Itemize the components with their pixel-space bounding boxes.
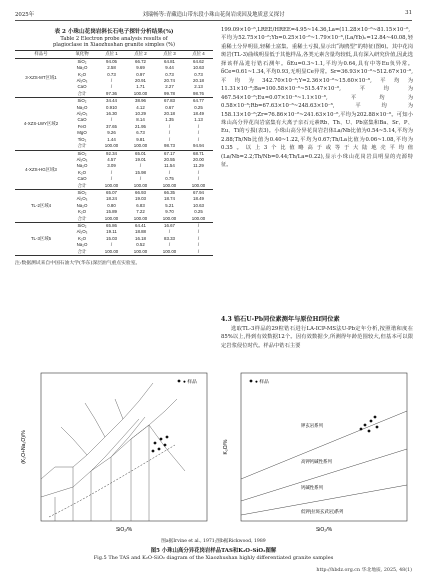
header-year: 2025年 [15, 12, 35, 18]
table2-cell: Na₂O [76, 202, 88, 208]
table2-cell: 98.73 [164, 143, 175, 149]
table2-cell: 100.00 [133, 215, 148, 221]
table2-cell: / [110, 84, 113, 90]
table2-cell: 0.73 [107, 71, 116, 77]
table2-cell: SiO₂ [77, 58, 87, 64]
table2-cell: 10.63 [193, 65, 204, 71]
figure5-caption-en: Fig.5 The TAS and K₂O-SiO₂ diagram of the Xiaozhushan highly differentiated granite samples [93, 555, 334, 561]
table2-cell: 100.00 [133, 90, 148, 96]
tas-legend-marker [178, 380, 181, 383]
k2o-field-label-4: 低钾(拉斑玄武岩)系列 [301, 509, 344, 514]
paragraph-geochem: 199.09×10⁻⁶,LREE/HREE=4.95~14.36,La=(11.28×10⁻⁶~81.15×10⁻⁶,平均为52.75×10⁻⁶;Yb=0.25×10⁻⁶~1.79×10⁻⁶,(La/Yb)ₙ=12.84~40.08,轻重稀土分异明显,轻稀土富集、重稀土亏损,显示出“海鸥型”的特征(图6)。其中花岗斑岩(TL-3)曲线明显低于其他样品,各类元素含量均较低,具有深入研究价值,因此选择该样品进行锆石测年。δEu=0.3~1.1,平均为0.64,具有中等Eu负异常。δCe=0.61~1.34,平均0.93,无明显Ce异常。Sr=36.93×10⁻⁶~512.67×10⁻⁶,平均为342.70×10⁻⁶;Y=2.36×10⁻⁶~15.60×10⁻⁶,平均为11.31×10⁻⁶;Ba=100.58×10⁻⁶~515.47×10⁻⁶,平均为467.54×10⁻⁶;Eu=0.07×10⁻⁶~1.1×10⁻⁶,平均为0.58×10⁻⁶;Rb=67.63×10⁻⁶~248.63×10⁻⁶,平均为158.13×10⁻⁶;Zr=76.86×10⁻⁶~241.63×10⁻⁶,平均为202.88×10⁻⁶。可知小珠山高分异花岗岩富集有大离子亲石元素Rb、Th、U、Pb富集和Ba、Sr、P、Eu、Ti的亏损(表3)。小珠山高分异花岗岩岩体La/Nb比值为0.54~5.14,平均为2.88;Th/Nb比值为0.40~1.22,平均为0.67;Th/La比值为0.06~1.08,平均为0.35。以上3个比值略高于或等于大陆地壳平均值(La/Nb=2.2;Th/Nb=0.44;Th/La=0.22),显示小珠山花岗岩具明显的壳源特征。 [221, 27, 413, 169]
table2-cell: 合计 [77, 143, 87, 149]
table2-cell: 7.22 [136, 209, 145, 215]
table2-cell: 94.94 [193, 143, 204, 149]
table2-cell: 合计 [77, 90, 87, 96]
header-page-number: 31 [405, 10, 412, 16]
table2-cell: 100.00 [162, 182, 177, 188]
table2-cell: / [168, 242, 171, 248]
table2-cell: 9.81 [136, 136, 145, 142]
section-4-3-title: 4.3 锆石U-Pb同位素测年与原位Hf同位素 [221, 316, 340, 323]
table2-cell: 1.71 [136, 84, 145, 90]
table2-cell: 9.44 [165, 65, 174, 71]
table2-cell: 9.70 [165, 209, 174, 215]
table2-cell: 83.33 [164, 235, 175, 241]
table2-cell: 38.96 [135, 98, 146, 104]
table2-cell: 100.00 [191, 215, 206, 221]
table2-header-row [15, 51, 213, 58]
table2-cell: 0.25 [194, 104, 203, 110]
table2-cell: 94.05 [106, 58, 117, 64]
table2-cell: / [168, 136, 171, 142]
table2-cell: 100.00 [104, 215, 119, 221]
table-row [15, 150, 213, 157]
table2-cell: 0.80 [107, 202, 116, 208]
table2-cell: 66.35 [164, 189, 175, 195]
table2-cell: 100.00 [104, 182, 119, 188]
table2-cell: Al₂O₃ [76, 111, 88, 117]
table2-cell: 67.17 [164, 150, 175, 156]
table2-cell: 1.35 [165, 117, 174, 123]
table2-cell: Na₂O [76, 242, 88, 248]
table2-cell: CaO [77, 176, 87, 182]
table2-cell: 15.03 [106, 235, 117, 241]
table2-cell: / [197, 222, 200, 228]
table2-cell: MgO [77, 130, 87, 136]
table2-sample-cell: TL-3区域5 [30, 235, 52, 241]
table2-cell: / [110, 242, 113, 248]
k2o-field-label-2: 高钾钙碱性系列 [301, 459, 332, 464]
k2o-frame [241, 373, 407, 521]
table2-cell: Al₂O₃ [76, 196, 88, 202]
table2-cell: SiO₂ [77, 98, 87, 104]
table2-cell: / [168, 169, 171, 175]
tas-plot [21, 373, 207, 533]
table2-cell: 15.89 [106, 209, 117, 215]
table2-cell: 0.67 [165, 104, 174, 110]
table2-cell: / [168, 130, 171, 136]
table2-cell: 20.55 [164, 156, 175, 162]
table2-cell: K₂O [77, 169, 87, 175]
tas-xlabel: SiO₂/% [115, 527, 133, 533]
table2-cell: 20.74 [164, 78, 175, 84]
table2-cell: 21.95 [135, 123, 146, 129]
table2-cell: 20.18 [193, 78, 204, 84]
table2-cell: 4.12 [136, 104, 145, 110]
table2-cell: 0.25 [194, 209, 203, 215]
table2-cell: 2.13 [194, 84, 203, 90]
table2-cell: 1.44 [107, 136, 116, 142]
table2-cell: 9.26 [107, 130, 116, 136]
table2-cell: / [197, 169, 200, 175]
table2-body [15, 58, 213, 255]
table2-cell: 16.30 [106, 111, 117, 117]
table-row [15, 189, 213, 196]
table2-cell: / [110, 176, 113, 182]
table2-cell: SiO₂ [77, 222, 87, 228]
tas-frame [41, 373, 207, 521]
k2o-field-label-1: 钾玄岩系列 [301, 423, 323, 428]
table2-cell: / [197, 248, 200, 254]
k2o-legend-marker [250, 380, 253, 383]
table2-cell: 34.44 [106, 98, 117, 104]
table2-cell: 99.78 [164, 90, 175, 96]
table2-cell: Al₂O₃ [76, 156, 88, 162]
tas-field-boundaries [41, 383, 185, 521]
table2-sample-cell: 3-XZS-MT区域1 [25, 74, 57, 80]
table2-cell: / [197, 235, 200, 241]
table2-cell: 37.65 [106, 123, 117, 129]
table2-cell: / [110, 78, 113, 84]
tas-ylabel: (K₂O+Na₂O)/% [21, 430, 27, 464]
table2-cell: 65.01 [135, 150, 146, 156]
table2-cell: Na₂O [76, 65, 88, 71]
table2-header-cell: 氧化物 [75, 51, 89, 57]
table2-cell: 66.72 [135, 58, 146, 64]
table-row [15, 58, 213, 65]
table2-cell: 64.41 [135, 222, 146, 228]
table2-cell: 3.09 [107, 163, 116, 169]
table2-cell: 15.98 [135, 169, 146, 175]
table2-cell: / [197, 136, 200, 142]
table2-cell: 18.88 [135, 229, 146, 235]
table2-cell: 65.07 [106, 189, 117, 195]
table-row [15, 222, 213, 229]
table2-cell: 19.03 [135, 196, 146, 202]
figure5-caption-cn: 图5 小珠山高分异花岗岩样品TAS和K₂O-SiO₂图解 [150, 548, 277, 554]
table2-cell: 16.18 [135, 235, 146, 241]
figure5-diagrams [15, 367, 413, 535]
table2-cell: 67.94 [193, 189, 204, 195]
table2-cell: 64.77 [193, 98, 204, 104]
table2-caption-en-1: Table 2 Electron probe analysis results of [60, 36, 168, 42]
paragraph-zircon: 选取TL-3样品的29粒锆石进行LA-ICP-MS法U-Pb定年分析,按照谐和度在85%以上,得到有效数据12个。因有效数据少,所测得年龄范围较大,但基本可以限定岩浆侵位时代。样品中锆石主要 [221, 326, 413, 349]
table2-cell: 10.29 [135, 111, 146, 117]
table2-cell: 100.00 [162, 248, 177, 254]
table2-cell: 0.73 [194, 71, 203, 77]
table2-cell: 18.74 [164, 196, 175, 202]
table2-cell: 16.67 [164, 222, 175, 228]
table2-cell: K₂O [77, 209, 87, 215]
table2-cell: 20.91 [135, 78, 146, 84]
table2-cell: TiO₂ [77, 136, 87, 142]
table2-cell: 0.75 [165, 176, 174, 182]
table2-cell: 64.81 [164, 58, 175, 64]
table2-cell: 100.00 [133, 143, 148, 149]
table2-cell: Na₂O [76, 163, 88, 169]
table2-header-cell: 点位 1 [105, 51, 118, 57]
table2-sample-cell: 4-XZS-LWY区域2 [23, 120, 59, 126]
table2-cell: 2.58 [107, 65, 116, 71]
table2-cell: 5.21 [165, 202, 174, 208]
table2-cell: / [110, 169, 113, 175]
table2-cell: 20.18 [164, 111, 175, 117]
table2-cell: / [197, 130, 200, 136]
table2-cell: 2.27 [165, 84, 174, 90]
footer-url: http://hbdz.org.cn 华北地质, 2025, 48(1) [316, 568, 412, 573]
table2-cell: 19.01 [135, 156, 146, 162]
table2-cell: K₂O [77, 235, 87, 241]
tas-sample-points [152, 436, 169, 453]
table2-cell: 100.00 [162, 215, 177, 221]
table2-cell: 合计 [77, 182, 87, 188]
table2-cell: CaO [77, 117, 87, 123]
table2-cell: CaO [77, 84, 87, 90]
table2-cell: Al₂O₃ [76, 229, 88, 235]
table2-cell: 64.62 [193, 58, 204, 64]
table2-cell: 合计 [77, 215, 87, 221]
table2-cell: Na₂O [76, 104, 88, 110]
table2-cell: 8.14 [136, 117, 145, 123]
table2-cell: 100.00 [133, 248, 148, 254]
table2-header-cell: 点位 3 [163, 51, 176, 57]
table2-cell: 0.97 [136, 71, 145, 77]
table2-cell: 68.71 [193, 150, 204, 156]
table2-cell: 92.34 [106, 150, 117, 156]
table2-cell: 66.93 [135, 189, 146, 195]
table2-header-cell: 样品号 [34, 51, 48, 57]
table2-cell: 97.36 [106, 90, 117, 96]
table2-cell: / [168, 229, 171, 235]
table2-cell: Al₂O₃ [76, 78, 88, 84]
table2-cell: 20.00 [193, 156, 204, 162]
table2-cell: 100.00 [133, 182, 148, 188]
table2-cell: 合计 [77, 248, 87, 254]
header-running-title: 刘瑞畅等:青藏造山带东段小珠山花岗岩成因及地质意义探讨 [142, 12, 285, 18]
table2-cell: FeO [77, 123, 87, 129]
table2-block [15, 27, 213, 266]
table2-cell: / [139, 163, 142, 169]
table2-cell: 6.83 [136, 202, 145, 208]
table2-cell: 18.24 [106, 196, 117, 202]
table2-cell: / [197, 123, 200, 129]
table2-cell: 10.63 [193, 202, 204, 208]
table2-cell: / [168, 123, 171, 129]
tas-legend: ● 样品 [183, 380, 197, 385]
table2-sample-cell: TL-2区域4 [30, 202, 52, 208]
table2-cell: / [197, 229, 200, 235]
table2-caption-en-2: plagioclase in Xiaozhushan granite simples (%) [53, 42, 175, 49]
table2-cell: 9.69 [136, 65, 145, 71]
table2-cell: 100.00 [191, 182, 206, 188]
table2-cell: 4.57 [107, 156, 116, 162]
k2o-sio2-plot [223, 373, 407, 533]
table2-cell: 11.29 [193, 163, 204, 169]
table2-cell: 18.49 [193, 196, 204, 202]
k2o-xlabel: SiO₂/% [315, 527, 333, 533]
table2-cell: 1.13 [194, 117, 203, 123]
table2-cell: K₂O [77, 71, 87, 77]
table2-cell: 65.86 [106, 222, 117, 228]
table2-cell: / [197, 176, 200, 182]
table2 [15, 50, 213, 256]
table2-caption-cn: 表 2 小珠山花岗岩斜长石电子探针分析结果(%) [54, 29, 174, 35]
table2-cell: 11.54 [164, 163, 175, 169]
table2-cell: 0.910 [106, 104, 117, 110]
table2-cell: / [110, 117, 113, 123]
table2-cell: SiO₂ [77, 150, 87, 156]
table2-cell: SiO₂ [77, 189, 87, 195]
table2-header-cell: 点位 4 [192, 51, 205, 57]
table2-cell: 100.00 [104, 143, 119, 149]
table2-note: 注:数据测试来自中国石油大学(华东)深层油气重点实验室。 [15, 261, 141, 266]
table2-cell: / [197, 242, 200, 248]
header-rule [15, 20, 412, 21]
k2o-legend: ● 样品 [255, 380, 269, 385]
table2-cell: 0.52 [136, 242, 145, 248]
table2-header-cell: 点位 2 [134, 51, 147, 57]
figure5-source-note: 图a据Irvine et al., 1971;图b据Rickwood, 1989 [161, 539, 266, 544]
table2-sample-cell: 4-XZS-HG区域3 [25, 166, 57, 172]
k2o-field-label-3: 钙碱性系列 [301, 485, 323, 490]
table-row [15, 98, 213, 105]
table2-cell: 100.00 [104, 248, 119, 254]
k2o-ylabel: K₂O/% [223, 439, 229, 455]
table2-cell: 0.73 [165, 71, 174, 77]
table2-cell: 18.49 [193, 111, 204, 117]
table2-cell: / [139, 176, 142, 182]
table2-cell: 19.11 [106, 229, 117, 235]
table2-cell: 98.76 [193, 90, 204, 96]
table2-cell: 6.73 [136, 130, 145, 136]
table2-cell: 67.83 [164, 98, 175, 104]
